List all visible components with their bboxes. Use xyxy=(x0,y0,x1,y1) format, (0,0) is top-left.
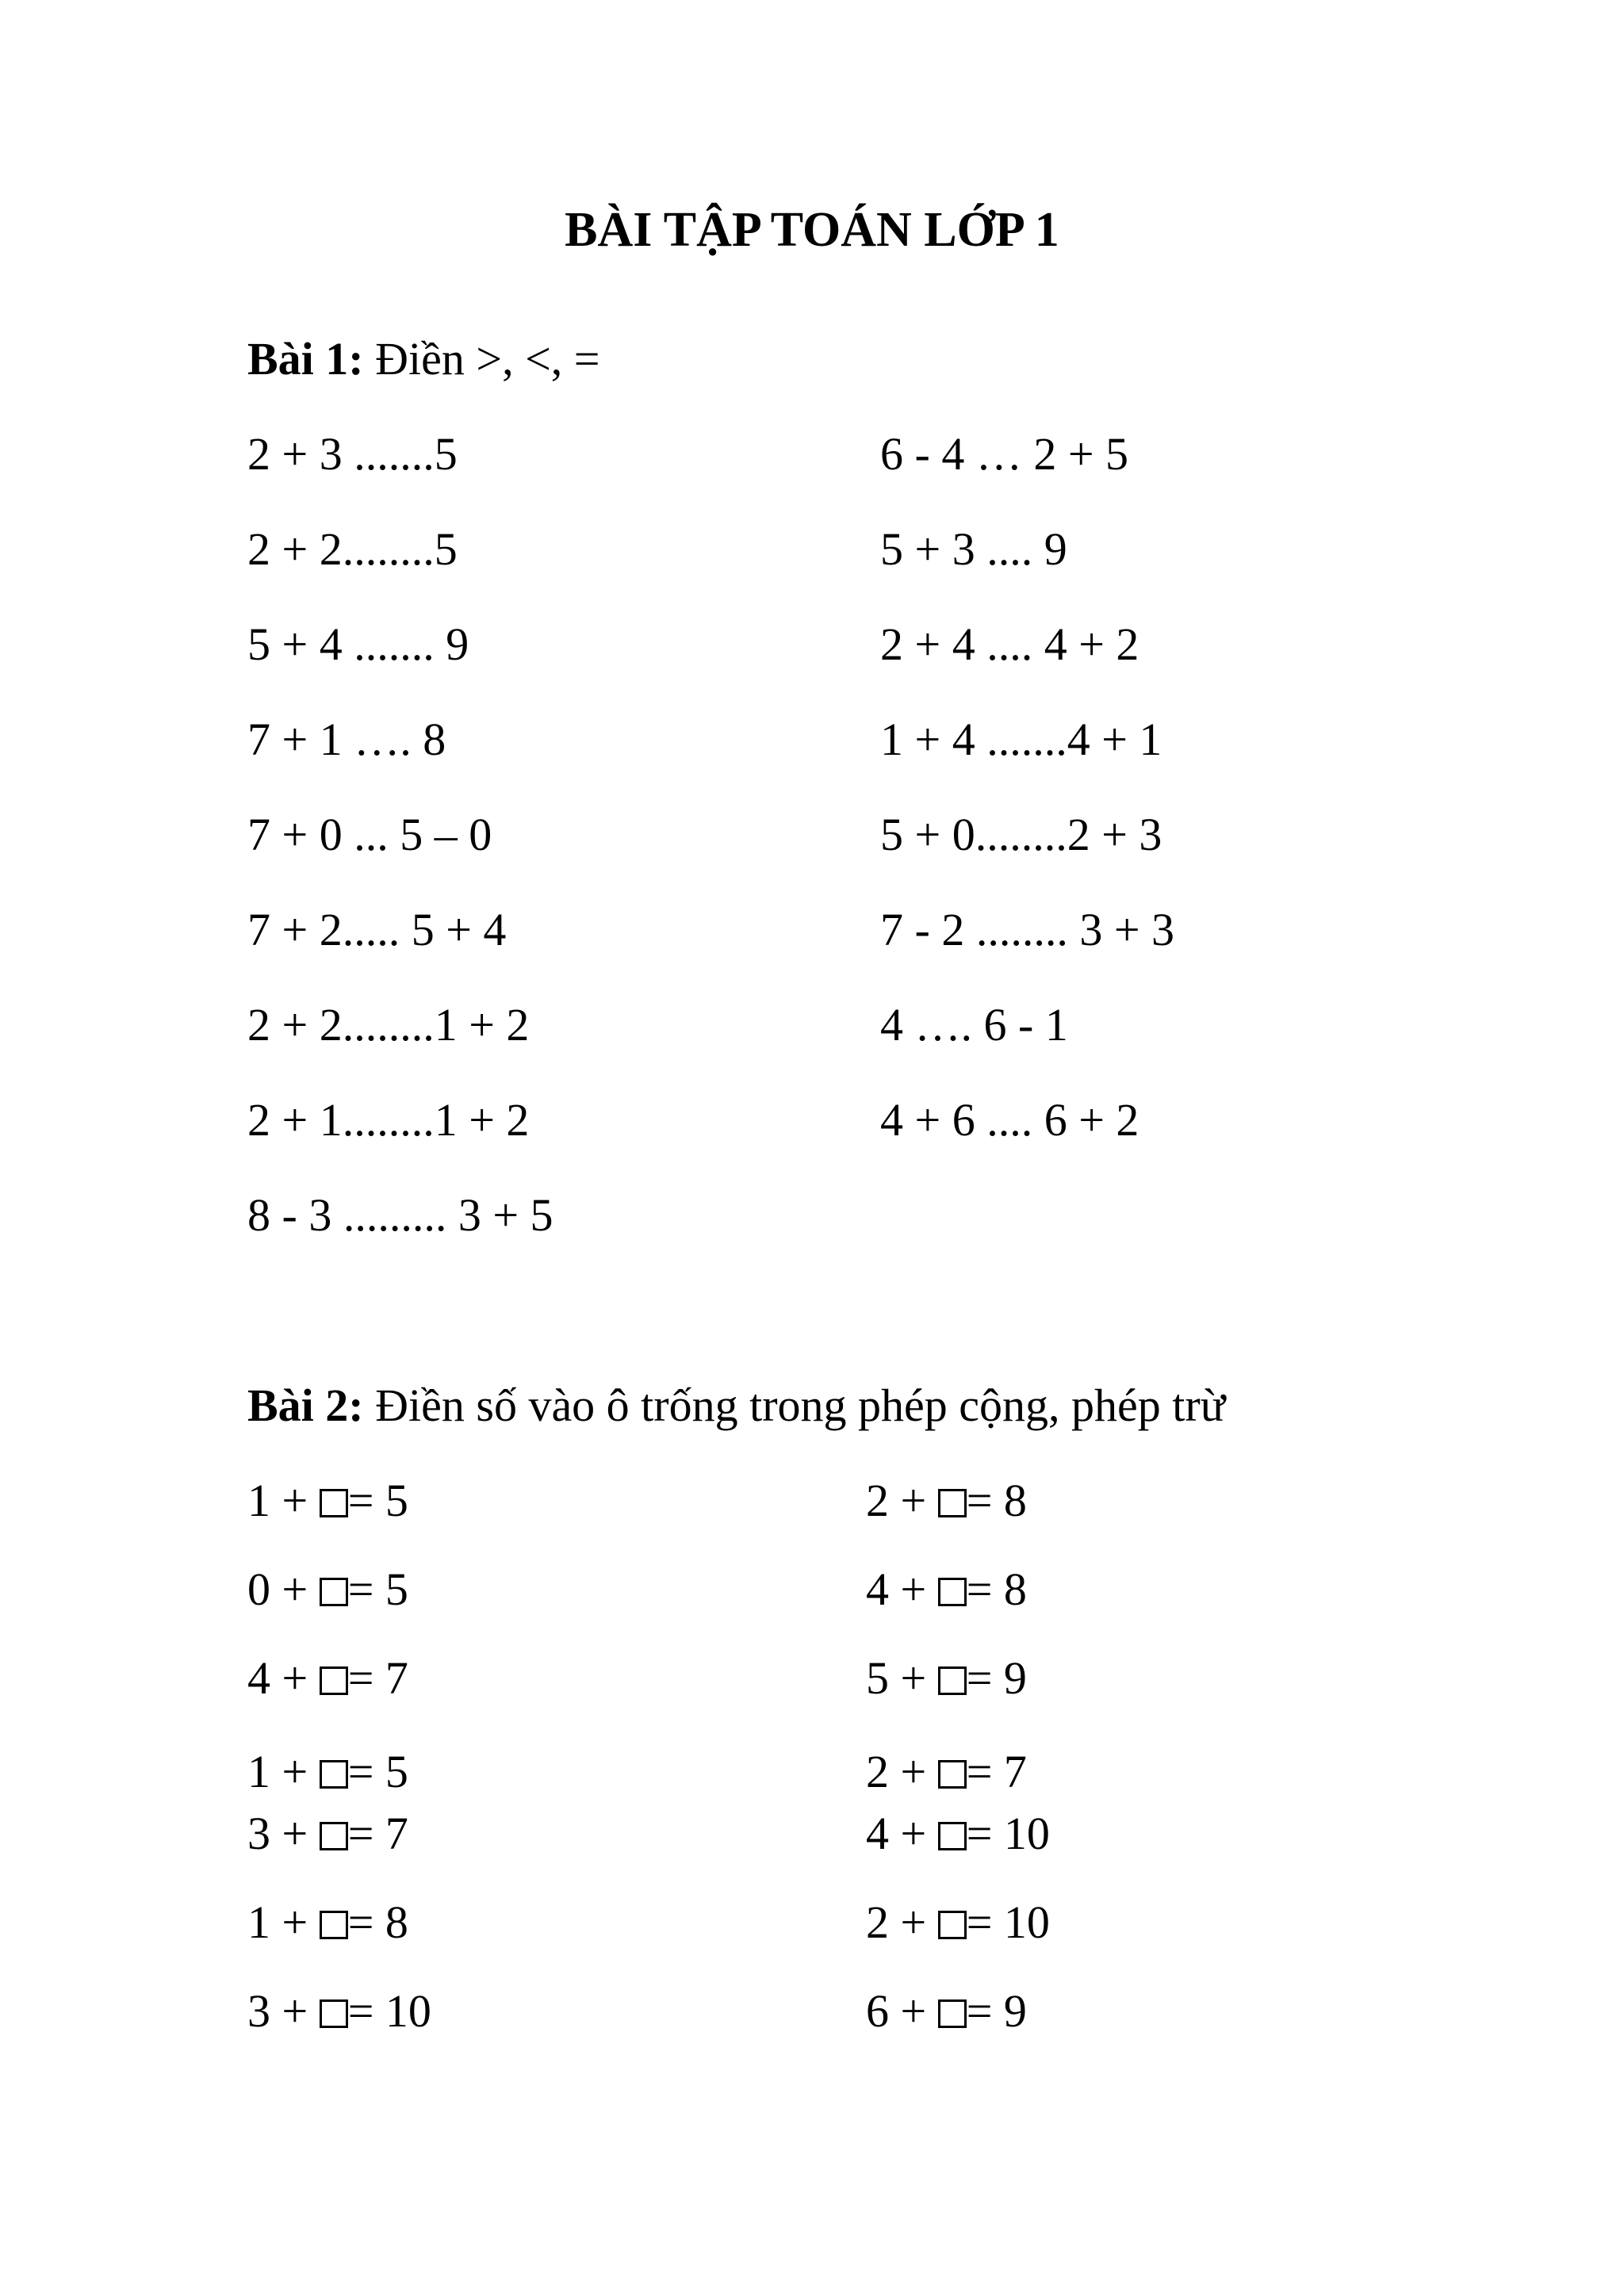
ex2-term: 2 + xyxy=(866,1896,927,1948)
ex2-term: 2 + xyxy=(866,1475,927,1526)
ex2-term: 6 + xyxy=(866,1985,927,2037)
ex2-left-item xyxy=(247,1984,431,2039)
ex2-result: = 7 xyxy=(347,1652,408,1704)
ex1-right-item: 4 + 6 .... 6 + 2 xyxy=(880,1094,1139,1146)
page-title: BÀI TẬP TOÁN LỚP 1 xyxy=(565,203,1059,257)
ex2-left-item xyxy=(247,1744,408,1800)
ex1-right-item: 1 + 4 .......4 + 1 xyxy=(880,714,1162,765)
ex2-left-item xyxy=(247,1806,408,1862)
ex2-result: = 8 xyxy=(347,1896,408,1948)
ex1-left-item: 2 + 2........1 + 2 xyxy=(247,999,530,1050)
ex1-left-item: 7 + 0 ... 5 – 0 xyxy=(247,809,492,860)
answer-box[interactable] xyxy=(320,1760,348,1789)
ex1-left-item: 5 + 4 ....... 9 xyxy=(247,618,469,670)
ex2-result: = 10 xyxy=(966,1896,1050,1948)
ex2-result: = 7 xyxy=(966,1746,1027,1797)
ex2-right-item xyxy=(866,1651,1027,1706)
ex2-left-item xyxy=(247,1562,408,1617)
ex1-right-item: 5 + 0........2 + 3 xyxy=(880,809,1162,860)
ex2-term: 1 + xyxy=(247,1475,308,1526)
ex2-left-item xyxy=(247,1895,408,1950)
exercise-1-label: Bài 1: xyxy=(247,333,364,385)
answer-box[interactable] xyxy=(320,1822,348,1850)
answer-box[interactable] xyxy=(320,1667,348,1695)
ex2-result: = 8 xyxy=(966,1475,1027,1526)
ex2-result: = 9 xyxy=(966,1985,1027,2037)
ex2-term: 3 + xyxy=(247,1808,308,1859)
exercise-2-heading xyxy=(247,1378,1225,1433)
ex1-right-item: 4 …. 6 - 1 xyxy=(880,999,1068,1050)
exercise-2-label: Bài 2: xyxy=(247,1380,364,1431)
answer-box[interactable] xyxy=(938,1822,967,1850)
answer-box[interactable] xyxy=(938,1911,967,1939)
ex2-result: = 7 xyxy=(347,1808,408,1859)
ex2-term: 4 + xyxy=(247,1652,308,1704)
answer-box[interactable] xyxy=(938,1489,967,1517)
answer-box[interactable] xyxy=(938,1667,967,1695)
ex2-left-item xyxy=(247,1473,408,1529)
ex2-term: 4 + xyxy=(866,1563,927,1615)
ex1-left-item: 2 + 1........1 + 2 xyxy=(247,1094,530,1146)
answer-box[interactable] xyxy=(320,1489,348,1517)
ex2-result: = 10 xyxy=(347,1985,431,2037)
exercise-1-heading xyxy=(247,331,600,387)
ex2-result: = 10 xyxy=(966,1808,1050,1859)
ex2-right-item xyxy=(866,1806,1050,1862)
ex2-term: 2 + xyxy=(866,1746,927,1797)
ex1-right-item: 5 + 3 .... 9 xyxy=(880,523,1067,575)
answer-box[interactable] xyxy=(938,1999,967,2028)
ex2-term: 1 + xyxy=(247,1746,308,1797)
ex2-result: = 8 xyxy=(966,1563,1027,1615)
exercise-1-instruction: Điền >, <, = xyxy=(375,333,600,385)
ex2-right-item xyxy=(866,1984,1027,2039)
ex2-term: 5 + xyxy=(866,1652,927,1704)
ex1-right-item: 2 + 4 .... 4 + 2 xyxy=(880,618,1139,670)
ex2-result: = 9 xyxy=(966,1652,1027,1704)
ex2-result: = 5 xyxy=(347,1563,408,1615)
ex1-right-item: 6 - 4 … 2 + 5 xyxy=(880,428,1129,480)
ex2-term: 1 + xyxy=(247,1896,308,1948)
ex1-left-item: 2 + 2........5 xyxy=(247,523,458,575)
ex2-term: 3 + xyxy=(247,1985,308,2037)
answer-box[interactable] xyxy=(320,1578,348,1606)
ex2-term: 4 + xyxy=(866,1808,927,1859)
ex2-right-item xyxy=(866,1744,1027,1800)
ex2-result: = 5 xyxy=(347,1746,408,1797)
answer-box[interactable] xyxy=(320,1999,348,2028)
answer-box[interactable] xyxy=(320,1911,348,1939)
ex2-right-item xyxy=(866,1895,1050,1950)
ex1-left-item: 7 + 2..... 5 + 4 xyxy=(247,904,507,955)
ex2-right-item xyxy=(866,1473,1027,1529)
ex1-left-item: 7 + 1 …. 8 xyxy=(247,714,446,765)
ex1-left-item: 2 + 3 .......5 xyxy=(247,428,458,480)
answer-box[interactable] xyxy=(938,1760,967,1789)
exercise-2-instruction: Điền số vào ô trống trong phép cộng, phép trừ xyxy=(375,1380,1226,1431)
ex2-left-item xyxy=(247,1651,408,1706)
ex2-term: 0 + xyxy=(247,1563,308,1615)
answer-box[interactable] xyxy=(938,1578,967,1606)
ex1-right-item: 7 - 2 ........ 3 + 3 xyxy=(880,904,1175,955)
ex2-right-item xyxy=(866,1562,1027,1617)
ex1-left-item: 8 - 3 ......... 3 + 5 xyxy=(247,1189,553,1241)
ex2-result: = 5 xyxy=(347,1475,408,1526)
